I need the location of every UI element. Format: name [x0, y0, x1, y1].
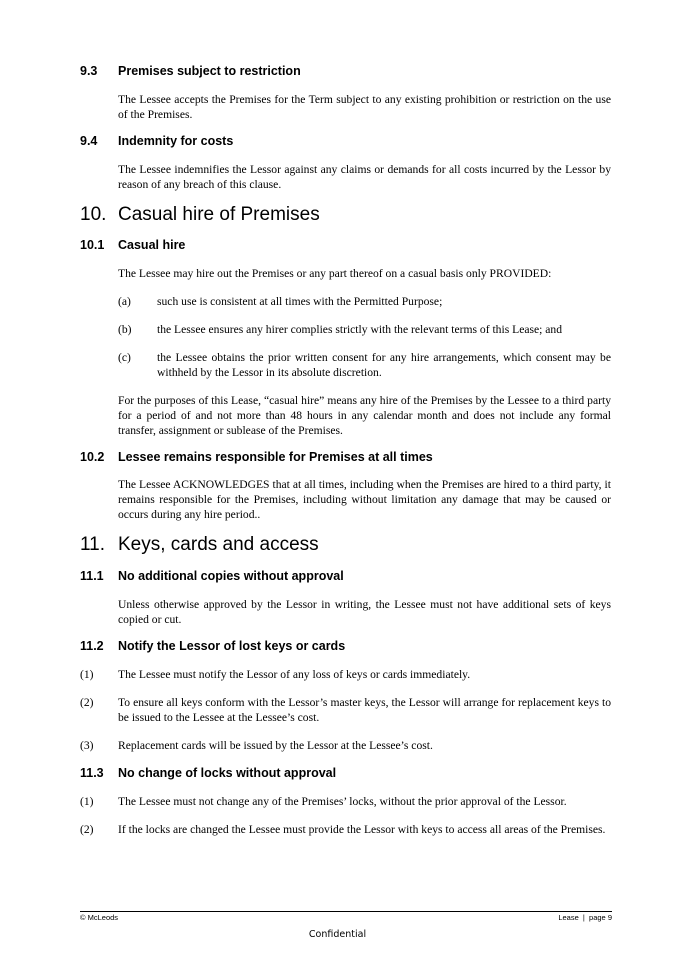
list-label: (1) [80, 668, 94, 681]
list-label: (a) [118, 295, 131, 308]
heading-title: Indemnity for costs [118, 134, 234, 148]
heading-number: 9.3 [80, 64, 98, 78]
list-item-text: such use is consistent at all times with the Permitted Purpose; [157, 295, 443, 308]
heading-number: 10.1 [80, 238, 105, 252]
heading-number: 11. [80, 534, 106, 555]
heading-number: 11.2 [80, 639, 104, 653]
heading-title: Keys, cards and access [118, 534, 319, 555]
heading-title: Notify the Lessor of lost keys or cards [118, 639, 346, 653]
paragraph-11-1: Unless otherwise approved by the Lessor in writing, the Lessee must not have additional sets of keys copied or cut. [118, 598, 611, 626]
heading-title: Casual hire of Premises [118, 204, 320, 225]
heading-title: Casual hire [118, 238, 186, 252]
paragraph-10-1-definition: For the purposes of this Lease, “casual hire” means any hire of the Premises by the Lessee to a third party for a period of and not more than 48 hours in any calendar month and does not include any formal transfer, assignment or sublease of the Premises. [118, 394, 611, 437]
heading-number: 9.4 [80, 134, 98, 148]
paragraph-10-2: The Lessee ACKNOWLEDGES that at all times, including when the Premises are hired to a third party, it remains responsible for the Premises, including without limitation any damage that may be caused or occurs during any hire period.. [118, 478, 611, 521]
list-label: (3) [80, 739, 94, 752]
footer-copyright: © McLeods [80, 913, 119, 922]
paragraph-9-4: The Lessee indemnifies the Lessor against any claims or demands for all costs incurred by the Lessor by reason of any breach of this clause. [118, 163, 611, 191]
list-item-text: To ensure all keys conform with the Lessor’s master keys, the Lessor will arrange for replacement keys to be issued to the Lessee at the Lessee’s cost. [118, 696, 611, 724]
list-label: (2) [80, 696, 94, 709]
heading-number: 10. [80, 204, 107, 225]
list-label: (b) [118, 323, 132, 336]
list-label: (1) [80, 795, 94, 808]
list-label: (c) [118, 351, 131, 364]
list-item-text: The Lessee must notify the Lessor of any loss of keys or cards immediately. [118, 668, 471, 681]
footer-divider [80, 911, 612, 912]
list-item-text: the Lessee ensures any hirer complies strictly with the relevant terms of this Lease; and [157, 323, 563, 336]
heading-title: No additional copies without approval [118, 569, 344, 583]
footer-page-info: Lease | page 9 [558, 913, 612, 922]
heading-title: No change of locks without approval [118, 766, 337, 780]
list-item-text: If the locks are changed the Lessee must provide the Lessor with keys to access all areas of the Premises. [118, 823, 606, 836]
list-label: (2) [80, 823, 94, 836]
heading-number: 10.2 [80, 450, 105, 464]
heading-number: 11.3 [80, 766, 104, 780]
heading-title: Lessee remains responsible for Premises at all times [118, 450, 433, 464]
list-item-text: The Lessee must not change any of the Premises’ locks, without the prior approval of the Lessor. [118, 795, 567, 808]
confidential-label: Confidential [308, 929, 367, 940]
paragraph-10-1-intro: The Lessee may hire out the Premises or any part thereof on a casual basis only PROVIDED: [118, 267, 552, 280]
heading-number: 11.1 [80, 569, 104, 583]
paragraph-9-3: The Lessee accepts the Premises for the Term subject to any existing prohibition or restriction on the use of the Premises. [118, 93, 611, 121]
list-item-text: the Lessee obtains the prior written consent for any hire arrangements, which consent may be withheld by the Lessor in its absolute discretion. [157, 351, 611, 379]
list-item-text: Replacement cards will be issued by the Lessor at the Lessee’s cost. [118, 739, 433, 752]
heading-title: Premises subject to restriction [118, 64, 301, 78]
